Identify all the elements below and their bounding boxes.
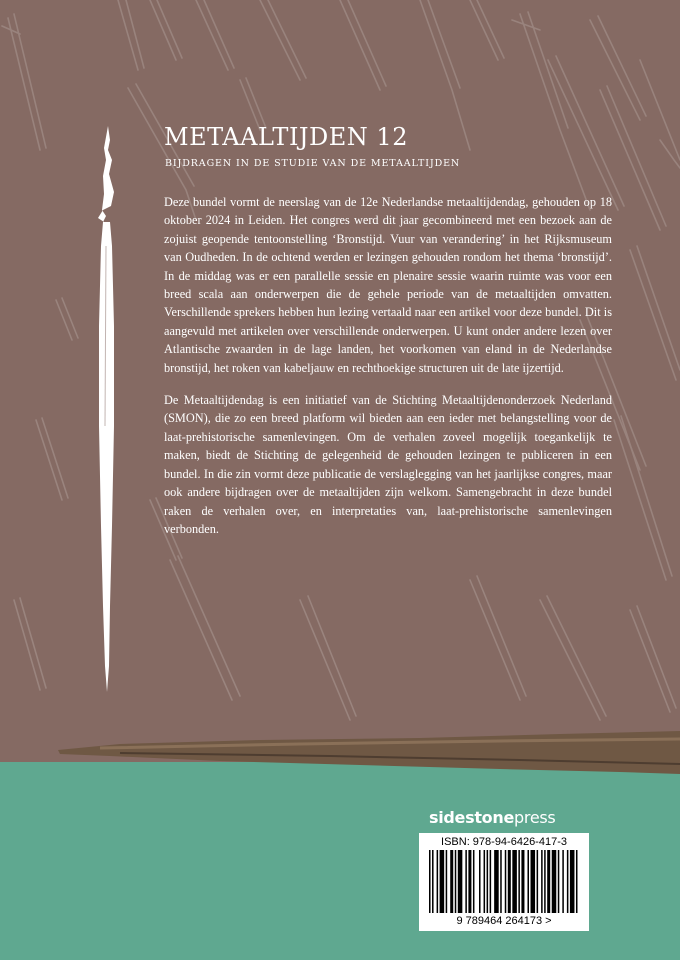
barcode-digits: 9 789464 264173 >: [456, 915, 552, 927]
publisher-logo: [429, 808, 555, 828]
barcode-icon: [429, 850, 579, 913]
description-text: [164, 193, 612, 552]
bronze-sword-photo: [0, 720, 680, 790]
barcode-box: [419, 833, 589, 931]
book-subtitle: BIJDRAGEN IN DE STUDIE VAN DE METAALTIJDEN: [165, 158, 461, 169]
publisher-name-light: press: [514, 808, 556, 827]
publisher-name-bold: sidestone: [429, 808, 515, 827]
isbn-label: ISBN: 978-94-6426-417-3: [441, 836, 567, 848]
book-title: METAALTIJDEN 12: [164, 123, 408, 151]
description-paragraph: Deze bundel vormt de neerslag van de 12e Nederlandse metaaltijdendag, gehouden op 18 oktober 2024 in Leiden. Het congres werd dit jaar gecombineerd met een bezoek aan de zojuist geopende tentoonstelling ‘Bronstijd. Vuur van verandering’ in het Rijksmuseum van Oudheden. In de ochtend werden er lezingen gehouden rondom het thema ‘bronstijd’. In de middag was er een parallelle sessie en plenaire sessie waarin ruimte was voor een breed scala aan onderwerpen die de gehele periode van de metaaltijden omvatten. Verschillende sprekers hebben hun lezing vertaald naar een artikel voor deze bundel. Dit is aangevuld met artikelen over verschillende onderwerpen. U kunt onder andere lezen over Atlantische zwaarden in de lage landen, het voorkomen van eland in de Nederlandse bronstijd, het roken van kabeljauw en rechthoekige structuren uit de late ijzertijd.: [164, 195, 612, 375]
description-paragraph: De Metaaltijdendag is een initiatief van de Stichting Metaaltijdenonderzoek Nederland (SMON), die zo een breed platform wil bieden aan een ieder met belangstelling voor de laat-prehistorische samenlevingen. Om de verhalen zoveel mogelijk toegankelijk te maken, biedt de Stichting de gelegenheid de gehouden lezingen te publiceren in een bundel. In die zin vormt deze publicatie de verslaglegging van het jaarlijkse congres, maar ook andere bijdragen over de metaaltijden zijn welkom. Samengebracht in deze bundel raken de verhalen over, en interpretaties van, laat-prehistorische samenlevingen verbonden.: [164, 393, 612, 536]
white-sword-illustration: [90, 126, 126, 694]
